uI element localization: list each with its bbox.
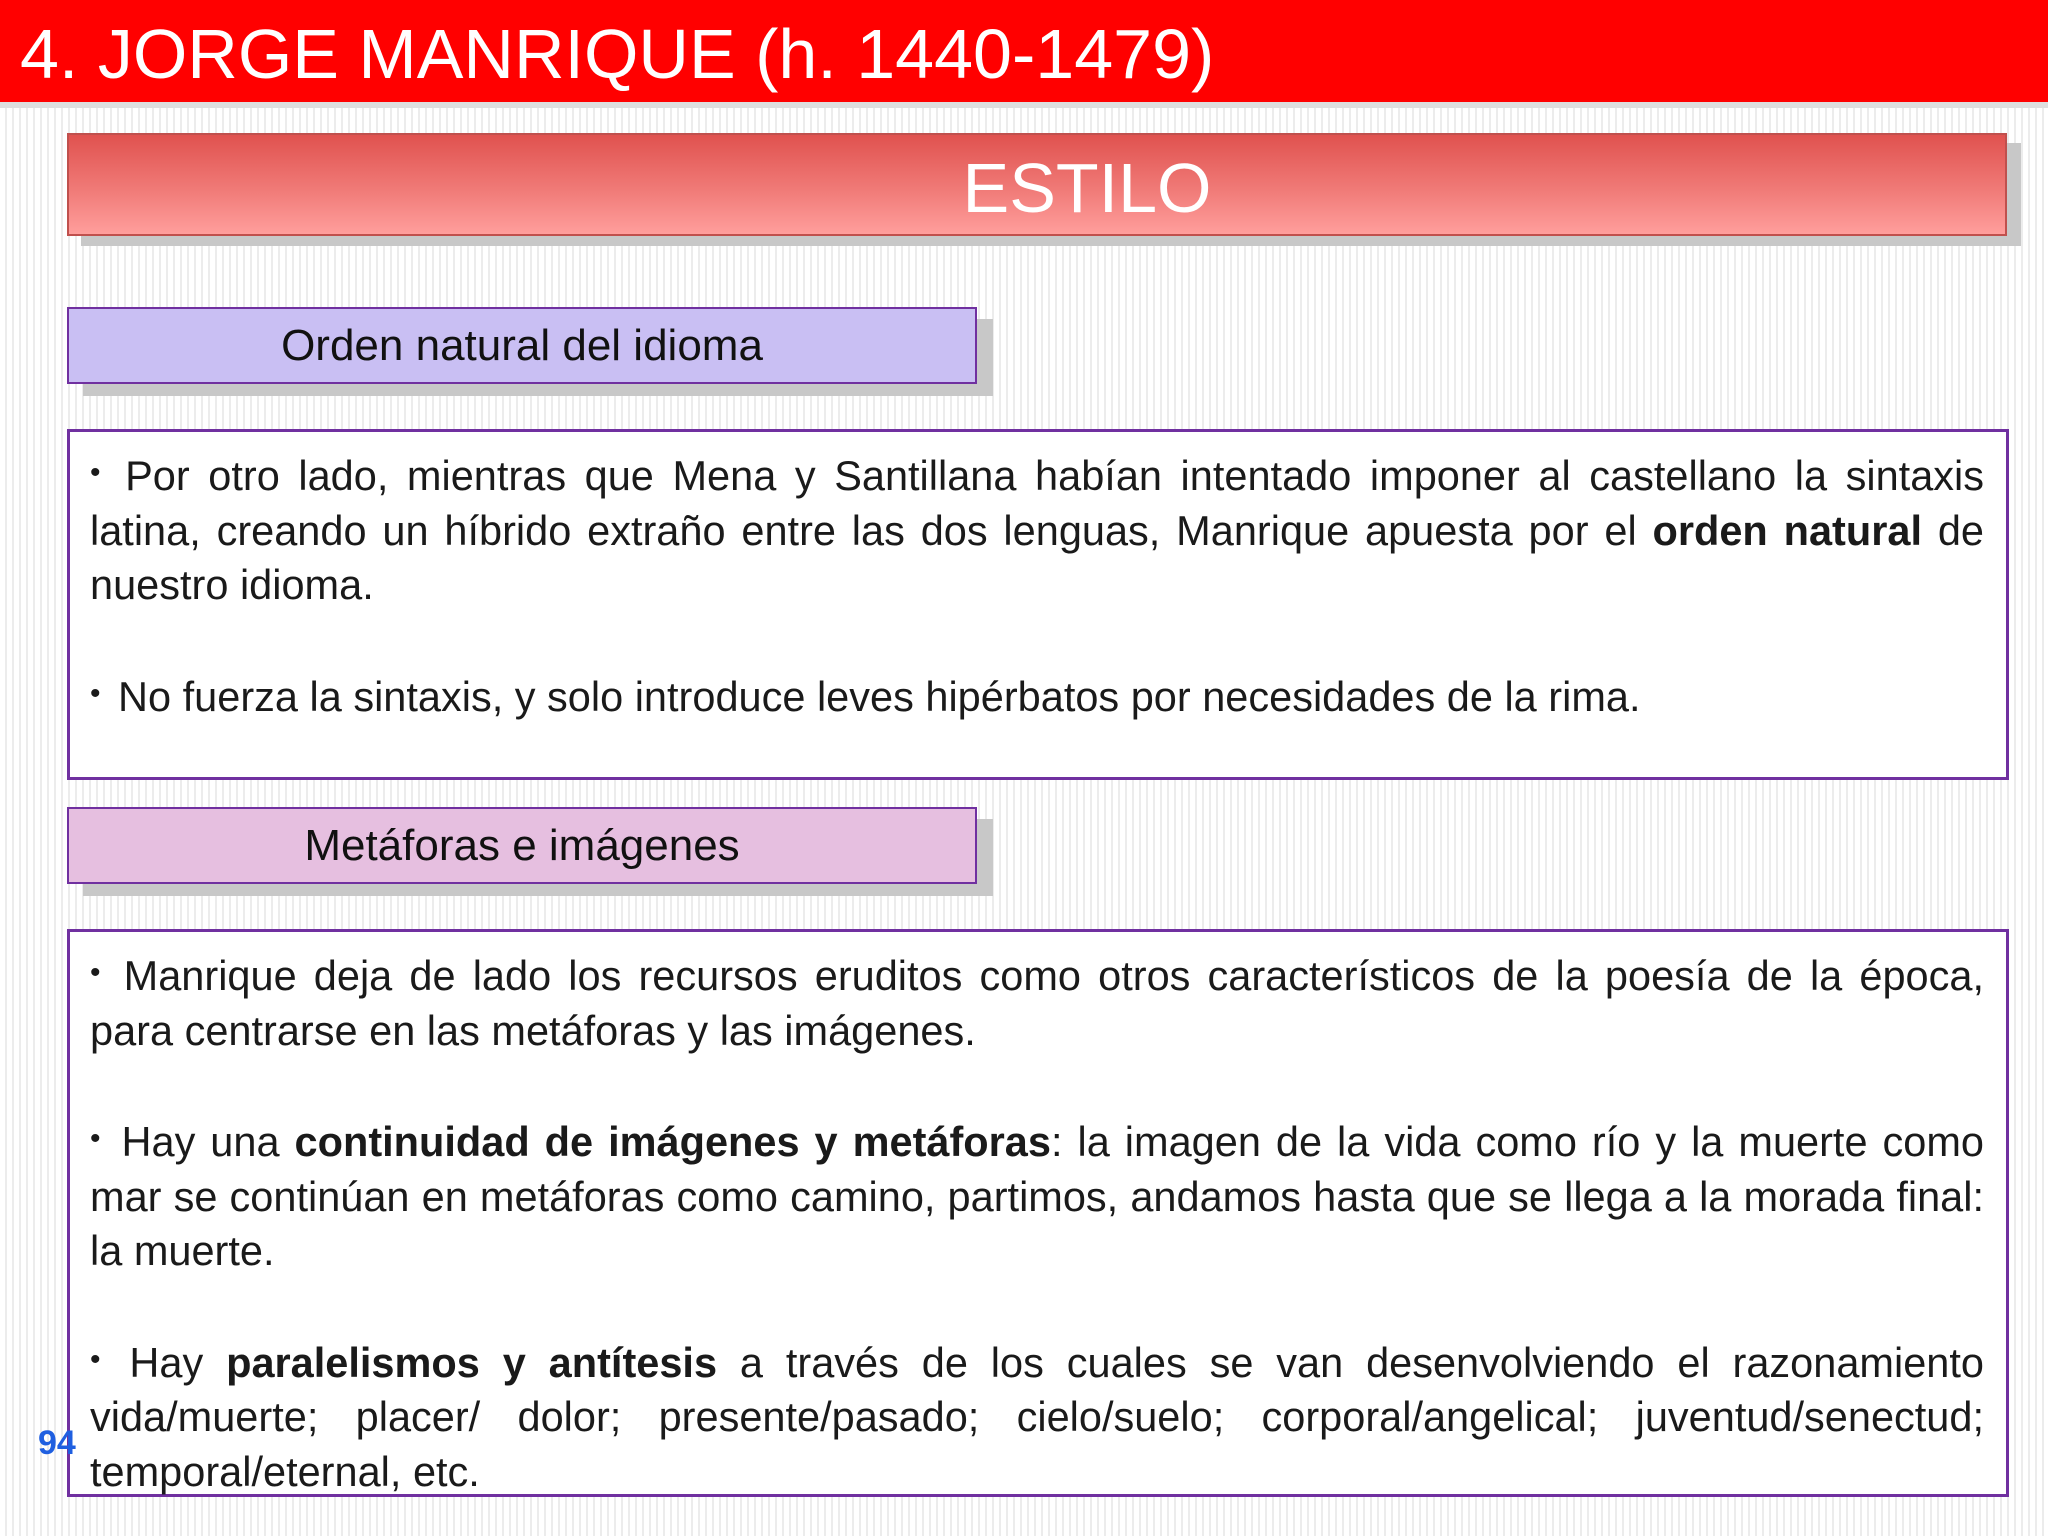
bullet-bold-text: orden natural: [1652, 506, 1922, 554]
bullet-icon: •: [90, 956, 101, 989]
bullet-text: No fuerza la sintaxis, y solo introduce leves hipérbatos por necesidades de la rima.: [118, 672, 1641, 720]
bullet-text: de nuestro idioma.: [90, 506, 1984, 608]
slide-page-number: 94: [38, 1424, 76, 1462]
bullet-text: a través de los cuales se van desenvolviendo el razonamiento vida/muerte; placer/ dolor; presente/pasado; cielo/suelo; corporal/angelical; juventud/senectud; temporal/eternal, etc.: [90, 1338, 1984, 1495]
bullet-icon: •: [90, 1342, 101, 1376]
content-box-orden-natural: [67, 429, 2009, 780]
bullet-paragraph: [90, 946, 1984, 1058]
bullet-text: Por otro lado, mientras que Mena y Santillana habían intentado imponer al castellano la sintaxis latina, creando un híbrido extraño entre las dos lenguas, Manrique apuesta por el: [90, 452, 1985, 554]
bullet-paragraph: [90, 1333, 1984, 1500]
bullet-text: Hay: [129, 1338, 227, 1386]
bullet-paragraph: [90, 667, 1984, 725]
section-banner: [67, 133, 2007, 236]
bullet-paragraph: [90, 446, 1984, 613]
content-box-metaforas: [67, 929, 2009, 1497]
bullet-text: : la imagen de la vida como río y la muerte como mar se continúan en metáforas como camino, partimos, andamos hasta que se llega a la morada final: la muerte.: [90, 1118, 1985, 1274]
bullet-bold-text: paralelismos y antítesis: [226, 1338, 718, 1386]
bullet-icon: •: [90, 1122, 101, 1155]
page-title: 4. JORGE MANRIQUE (h. 1440-1479): [20, 15, 1215, 93]
bullet-icon: •: [90, 456, 101, 489]
bullet-icon: •: [90, 676, 101, 710]
bullet-text: Hay una: [121, 1118, 295, 1165]
header-bar: [0, 0, 2048, 102]
bullet-text: Manrique deja de lado los recursos eruditos como otros característicos de la poesía de la época, para centrarse en las metáforas y las imágenes.: [90, 952, 1984, 1054]
section-heading-metaforas: Metáforas e imágenes: [67, 807, 977, 884]
banner-title: ESTILO: [962, 149, 1212, 227]
section-heading-orden-natural: Orden natural del idioma: [67, 307, 977, 384]
bullet-bold-text: continuidad de imágenes y metáforas: [294, 1118, 1051, 1165]
bullet-paragraph: [90, 1112, 1984, 1279]
